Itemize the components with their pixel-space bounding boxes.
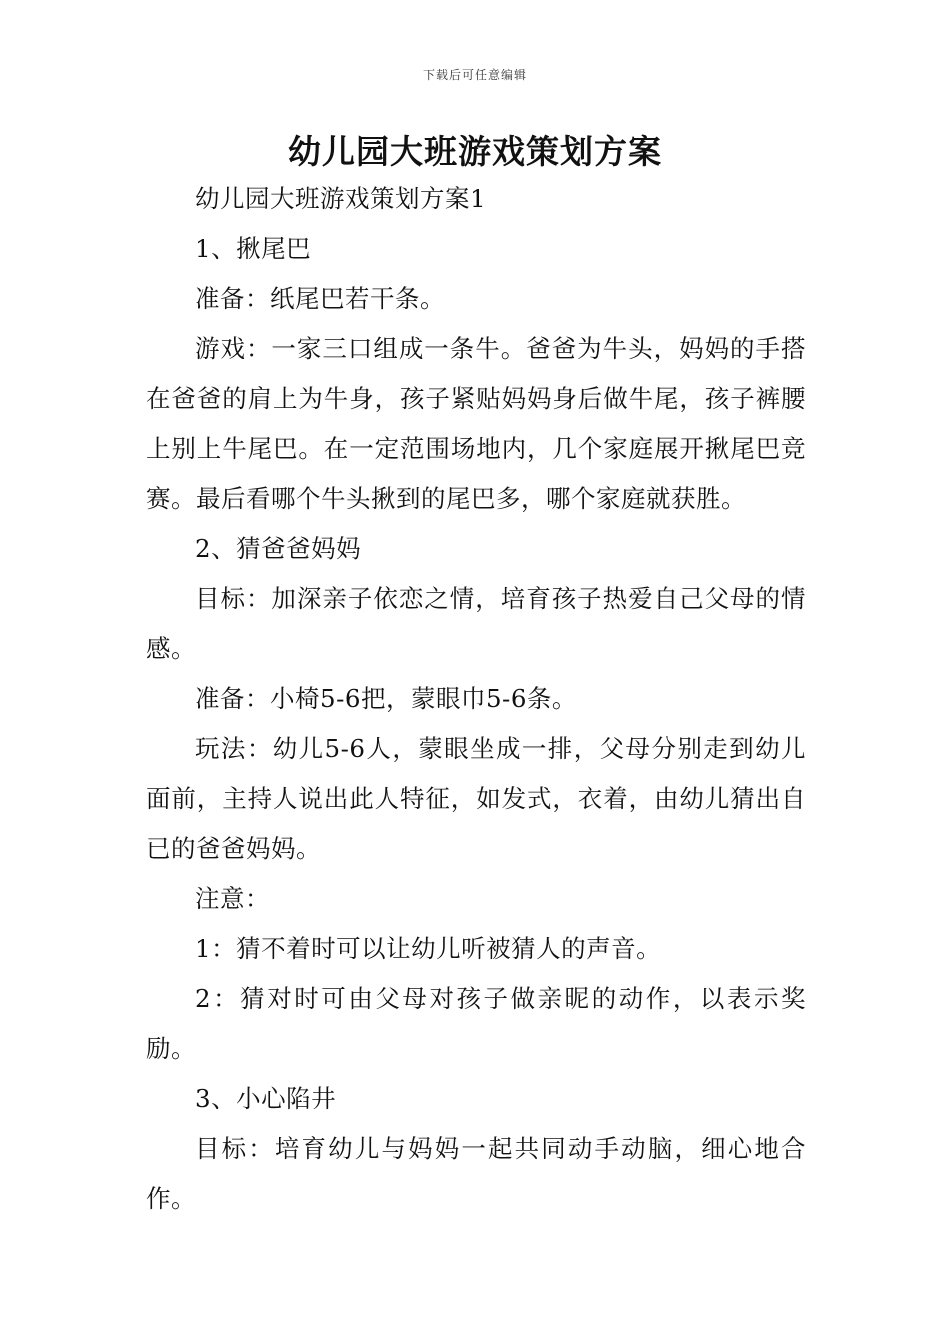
paragraph-section-2-notes-heading: 注意： — [195, 884, 270, 913]
paragraph-section-1-title: 1、揪尾巴 — [195, 234, 312, 263]
paragraph-section-1-preparation: 准备：纸尾巴若干条。 — [195, 284, 445, 313]
document-body — [146, 174, 806, 1224]
paragraph-section-2-rules: 玩法：幼儿5-6人，蒙眼坐成一排，父母分别走到幼儿面前，主持人说出此人特征，如发式，衣着，由幼儿猜出自已的爸爸妈妈。 — [146, 734, 806, 863]
paragraph-section-2-note-1: 1：猜不着时可以让幼儿听被猜人的声音。 — [195, 934, 662, 963]
paragraph-section-1-game: 游戏：一家三口组成一条牛。爸爸为牛头，妈妈的手搭在爸爸的肩上为牛身，孩子紧贴妈妈身后做牛尾，孩子裤腰上别上牛尾巴。在一定范围场地内，几个家庭展开揪尾巴竞赛。最后看哪个牛头揪到的尾巴多，哪个家庭就获胜。 — [146, 334, 806, 513]
paragraph-section-3-title: 3、小心陷井 — [195, 1084, 337, 1113]
paragraph-section-3-goal: 目标：培育幼儿与妈妈一起共同动手动脑，细心地合作。 — [146, 1134, 806, 1213]
header-note: 下载后可任意编辑 — [422, 68, 527, 82]
paragraph-section-2-goal: 目标：加深亲子依恋之情，培育孩子热爱自己父母的情感。 — [146, 584, 806, 663]
paragraph-plan-heading: 幼儿园大班游戏策划方案1 — [195, 184, 487, 213]
paragraph-section-2-title: 2、猜爸爸妈妈 — [195, 534, 362, 563]
document-title: 幼儿园大班游戏策划方案 — [288, 132, 662, 171]
paragraph-section-2-note-2: 2：猜对时可由父母对孩子做亲昵的动作，以表示奖励。 — [146, 984, 806, 1063]
paragraph-section-2-preparation: 准备：小椅5-6把，蒙眼巾5-6条。 — [195, 684, 577, 713]
